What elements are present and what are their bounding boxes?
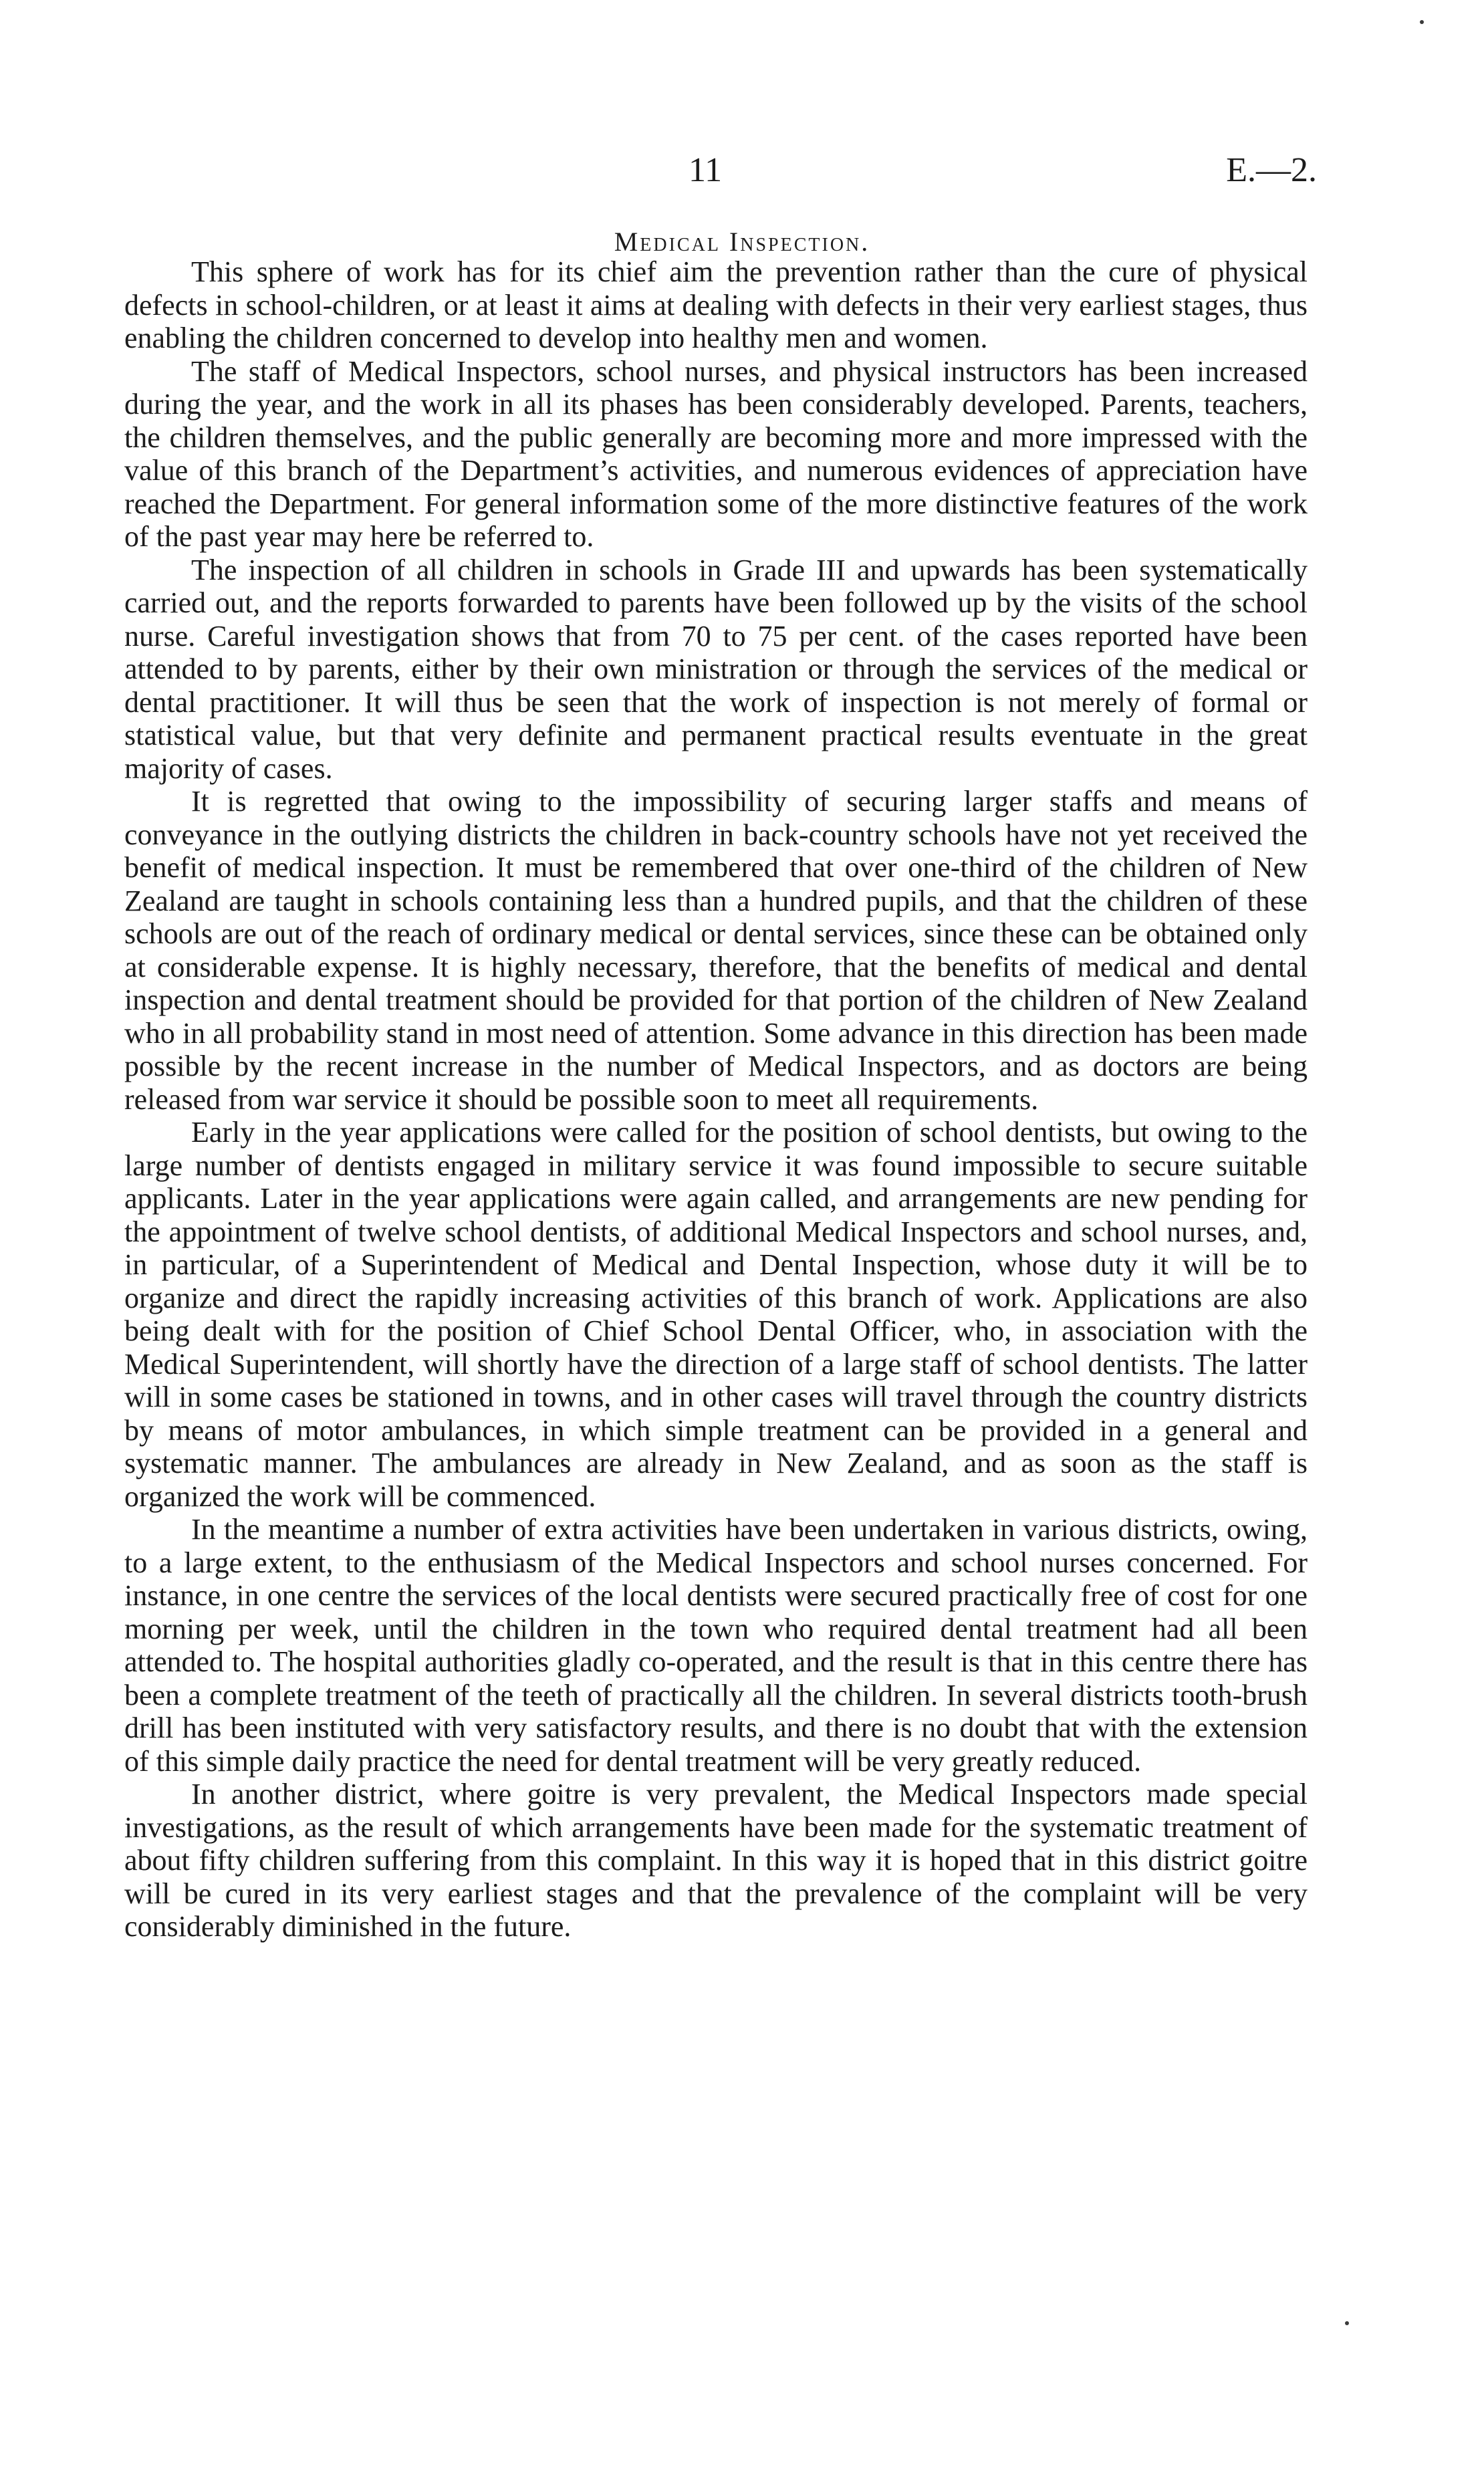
paragraph-extra-activities: In the meantime a number of extra activities have been undertaken in various districts, owing, to a large extent, to the enthusiasm of the Medical Inspectors and school nurses concerned. For instance, in one centre the services of the local dentists were secured practically free of cost for one morning per week, until the children in the town who required dental treatment had all been attended to. The hospital authorities gladly co-operated, and the result is that in this centre there has been a complete treatment of the teeth of practically all the children. In several districts tooth-brush drill has been instituted with very satisfactory results, and there is no doubt that with the extension of this simple daily practice the need for dental treatment will be very greatly reduced. [124, 1513, 1308, 1778]
page-header [0, 147, 1484, 194]
body-text [124, 255, 1308, 1943]
paragraph-goitre: In another district, where goitre is very prevalent, the Medical Inspectors made special investigations, as the result of which arrangements have been made for the systematic treatment of about fifty children suffering from this complaint. In this way it is hoped that in this district goitre will be cured in its very earliest stages and that the prevalence of the complaint will be very considerably diminished in the future. [124, 1778, 1308, 1943]
section-title: Medical Inspection. [614, 227, 870, 257]
paragraph-back-country-schools: It is regretted that owing to the impossibility of securing larger staffs and means of conveyance in the outlying districts the children in back-country schools have not yet received the benefit of medical inspection. It must be remembered that over one-third of the children of New Zealand are taught in schools containing less than a hundred pupils, and that the children of these schools are out of the reach of ordinary medical or dental services, since these can be obtained only at considerable expense. It is highly necessary, therefore, that the benefits of medical and dental inspection and dental treatment should be provided for that portion of the children of New Zealand who in all probability stand in most need of attention. Some advance in this direction has been made possible by the recent increase in the number of Medical Inspectors, and as doctors are being released from war service it should be possible soon to meet all requirements. [124, 785, 1308, 1116]
page-number: 11 [689, 151, 723, 189]
paragraph-purpose: This sphere of work has for its chief aim the prevention rather than the cure of physical defects in school-children, or at least it aims at dealing with defects in their very earliest stages, thus enabling the children concerned to develop into healthy men and women. [124, 255, 1308, 354]
paragraph-inspection-results: The inspection of all children in schools in Grade III and upwards has been systematically carried out, and the reports forwarded to parents have been followed up by the visits of the school nurse. Careful investigation shows that from 70 to 75 per cent. of the cases reported have been attended to by parents, either by their own ministration or through the services of the medical or dental practitioner. It will thus be seen that the work of inspection is not merely of formal or statistical value, but that very definite and permanent practical results eventuate in the great majority of cases. [124, 553, 1308, 785]
scan-speck [1420, 20, 1424, 24]
document-reference: E.—2. [1226, 151, 1317, 189]
paragraph-staff: The staff of Medical Inspectors, school nurses, and physical instructors has been increased during the year, and the work in all its phases has been considerably developed. Parents, teachers, the children themselves, and the public generally are becoming more and more impressed with the value of this branch of the Department’s activities, and numerous evidences of appreciation have reached the Department. For general information some of the more distinctive features of the work of the past year may here be referred to. [124, 354, 1308, 553]
paragraph-school-dentists: Early in the year applications were called for the position of school dentists, but owing to the large number of dentists engaged in military service it was found impossible to secure suitable applicants. Later in the year applications were again called, and arrangements are new pending for the appointment of twelve school dentists, of additional Medical Inspectors and school nurses, and, in particular, of a Superintendent of Medical and Dental Inspection, whose duty it will be to organize and direct the rapidly increasing activities of this branch of work. Applications are also being dealt with for the position of Chief School Dental Officer, who, in association with the Medical Superintendent, will shortly have the direction of a large staff of school dentists. The latter will in some cases be stationed in towns, and in other cases will travel through the country districts by means of motor ambulances, in which simple treatment can be provided in a general and systematic manner. The ambulances are already in New Zealand, and as soon as the staff is organized the work will be commenced. [124, 1116, 1308, 1513]
scan-speck [1345, 2321, 1349, 2325]
